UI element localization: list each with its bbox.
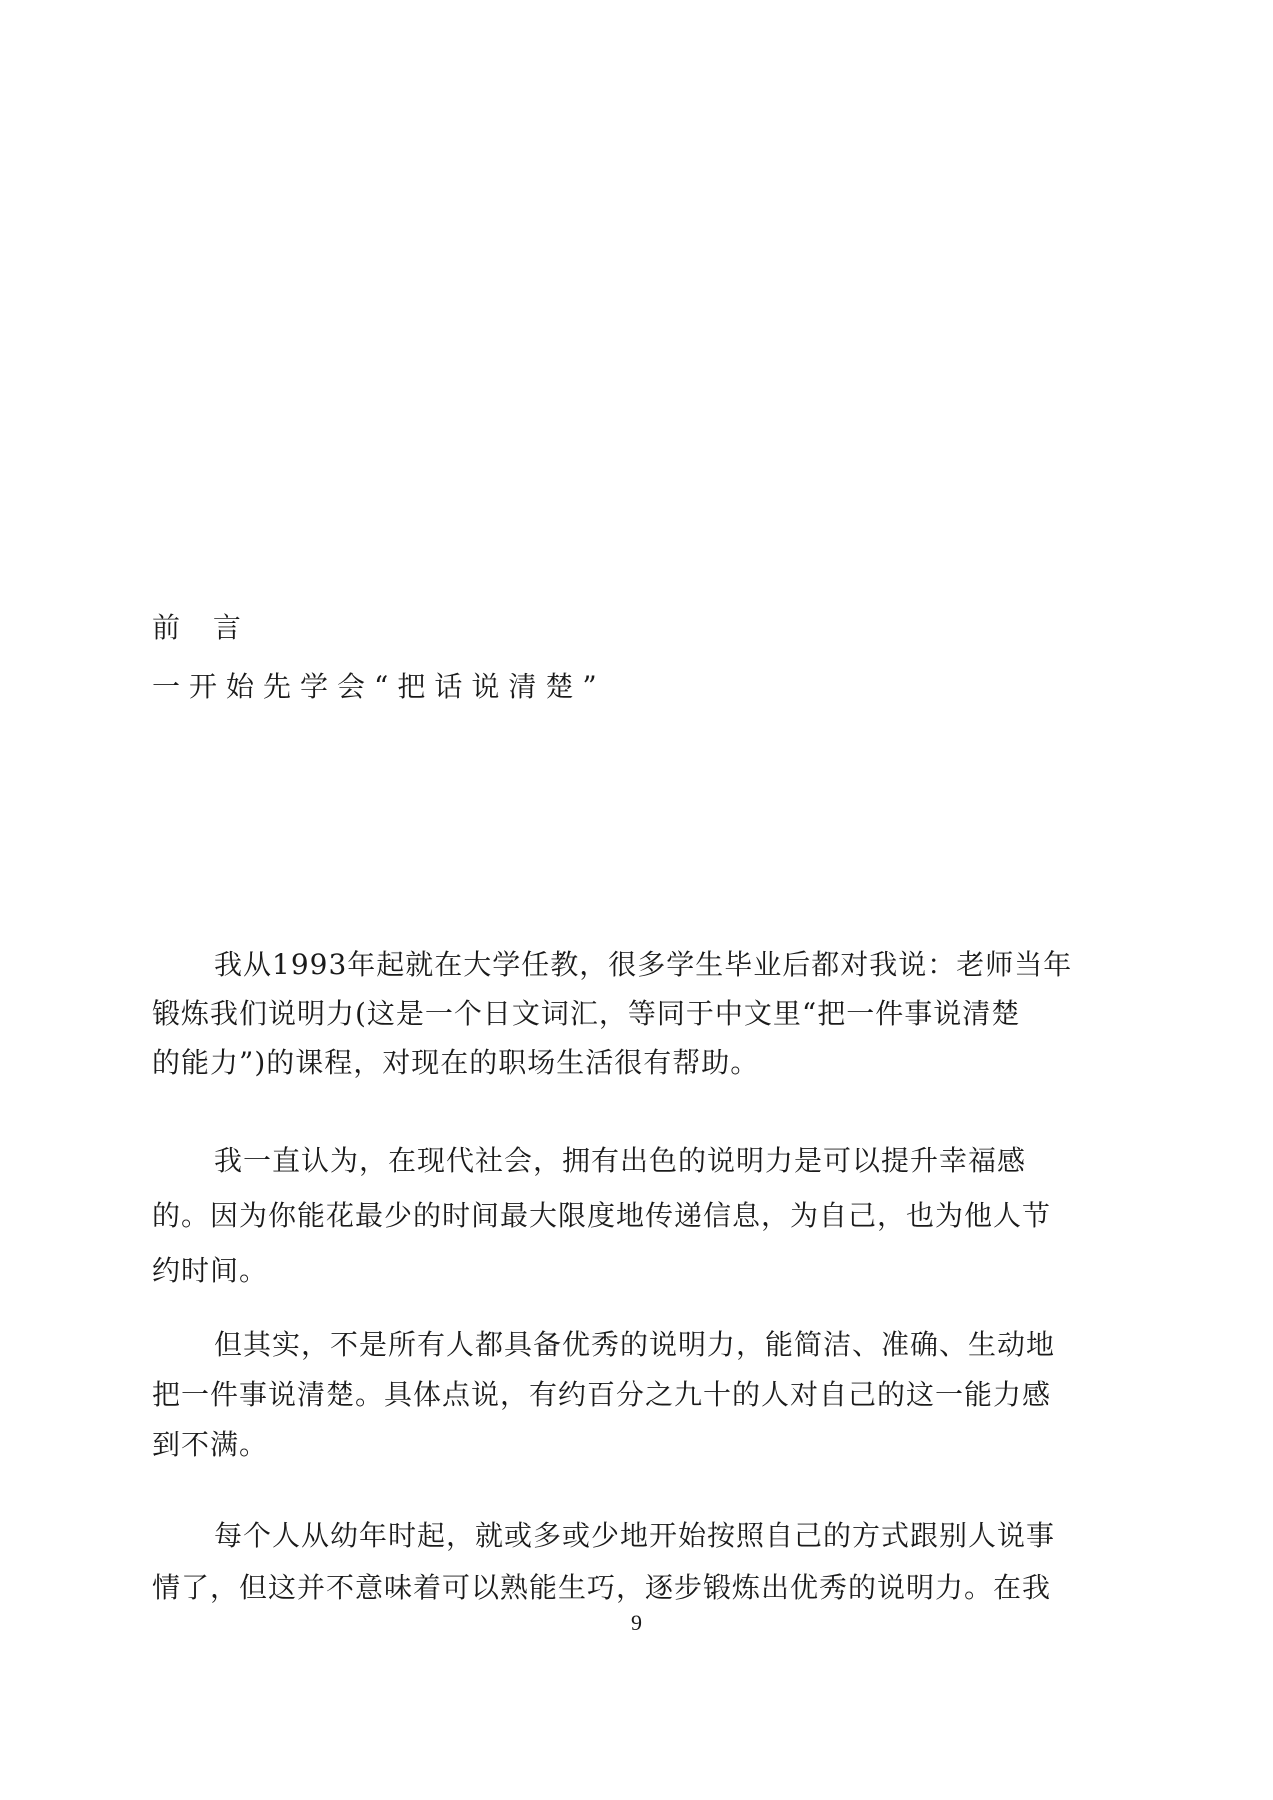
body-paragraph: 我从1993年起就在大学任教，很多学生毕业后都对我说：老师当年 锻炼我们说明力(这是一个日文词汇，等同于中文里“把一件事说清楚 的能力”)的课程，对现在的职场生活很有帮助。: [152, 948, 1073, 1079]
body-paragraph: 每个人从幼年时起，就或多或少地开始按照自己的方式跟别人说事 情了，但这并不意味着可以熟能生巧，逐步锻炼出优秀的说明力。在我: [152, 1519, 1056, 1604]
preface-heading: 前 言: [152, 611, 253, 644]
body-paragraph: 我一直认为，在现代社会，拥有出色的说明力是可以提升幸福感 的。因为你能花最少的时间最大限度地传递信息，为自己，也为他人节 约时间。: [152, 1144, 1052, 1287]
page-number: 9: [631, 1610, 642, 1635]
preface-subtitle: 一开始先学会“把话说清楚”: [152, 670, 606, 703]
body-paragraph: 但其实，不是所有人都具备优秀的说明力，能简洁、准确、生动地 把一件事说清楚。具体点说，有约百分之九十的人对自己的这一能力感 到不满。: [152, 1328, 1056, 1461]
